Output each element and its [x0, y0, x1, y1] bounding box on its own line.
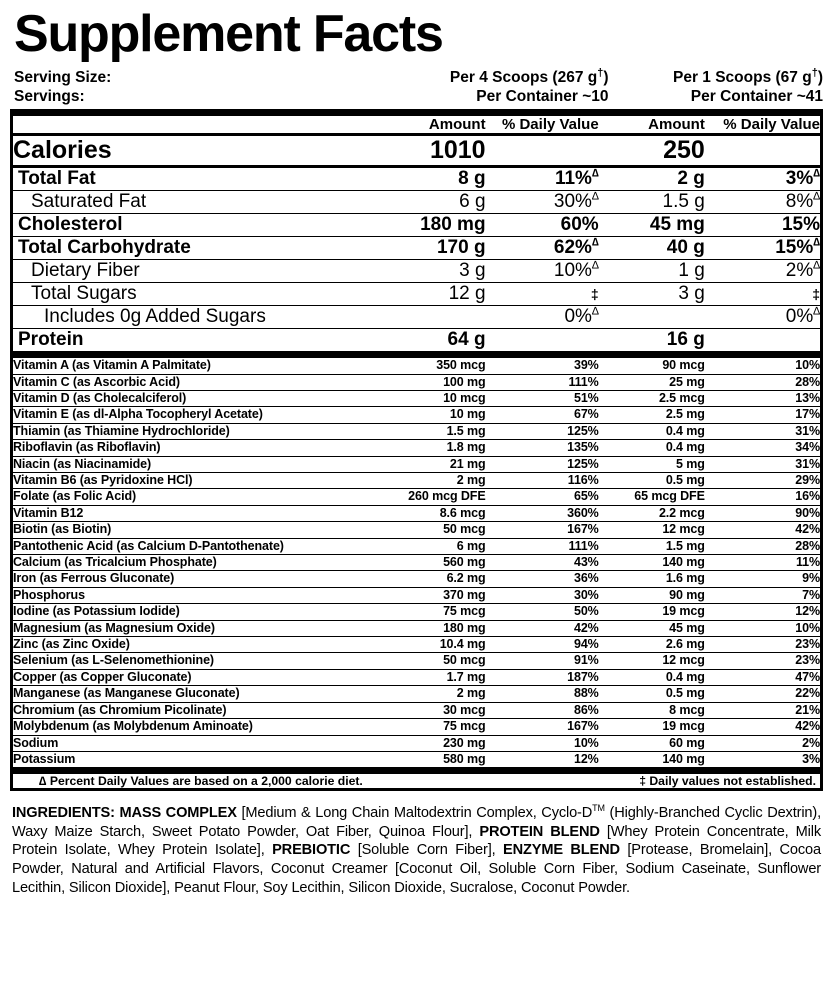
- table-row: [13, 489, 820, 505]
- row-dv-col-b: 17%: [705, 407, 820, 423]
- row-label: Chromium (as Chromium Picolinate): [13, 702, 375, 718]
- row-amount-col-b: 0.5 mg: [599, 686, 705, 702]
- row-label: Vitamin D (as Cholecalciferol): [13, 390, 375, 406]
- row-amount-col-a: 6 g: [375, 191, 485, 214]
- row-amount-col-b: [599, 306, 705, 329]
- table-row: [13, 620, 820, 636]
- row-dv-col-a: 0%∆: [486, 306, 599, 329]
- row-dv-col-a: 88%: [486, 686, 599, 702]
- header-dv-col-a: % Daily Value: [501, 116, 599, 134]
- facts-table: [13, 116, 820, 788]
- row-dv-col-b: 0%∆: [705, 306, 820, 329]
- serving-size-label: Serving Size:: [14, 69, 112, 87]
- row-amount-col-a: 350 mcg: [375, 355, 485, 374]
- row-amount-col-b: 45 mg: [599, 214, 705, 237]
- row-amount-col-a: 8 g: [375, 167, 485, 191]
- row-dv-col-a: 43%: [486, 555, 599, 571]
- row-amount-col-b: 2 g: [599, 167, 705, 191]
- table-row: [13, 719, 820, 735]
- row-amount-col-b: 12 mcg: [599, 653, 705, 669]
- row-amount-col-b: 12 mcg: [599, 522, 705, 538]
- row-dv-col-a: 30%∆: [486, 191, 599, 214]
- row-dv-col-b: 23%: [705, 637, 820, 653]
- row-amount-col-b: 1.5 mg: [599, 538, 705, 554]
- ingredients-segment: TM: [592, 803, 605, 814]
- row-amount-col-a: 75 mcg: [375, 604, 485, 620]
- table-row: [13, 260, 820, 283]
- row-amount-col-b: 3 g: [599, 283, 705, 306]
- row-amount-col-b: 40 g: [599, 237, 705, 260]
- row-dv-col-b: [705, 135, 820, 167]
- table-row: [13, 214, 820, 237]
- row-dv-col-a: 67%: [486, 407, 599, 423]
- servings-label: Servings:: [14, 88, 85, 106]
- row-label: Sodium: [13, 735, 375, 751]
- row-amount-col-a: 10 mcg: [375, 390, 485, 406]
- paren: ): [603, 69, 609, 87]
- row-dv-col-b: [705, 329, 820, 355]
- row-label: Phosphorus: [13, 587, 375, 603]
- table-row: [13, 735, 820, 751]
- row-label: Cholesterol: [13, 214, 375, 237]
- row-label: Copper (as Copper Gluconate): [13, 669, 375, 685]
- row-amount-col-b: 2.6 mg: [599, 637, 705, 653]
- row-dv-col-a: 360%: [486, 505, 599, 521]
- table-row: [13, 374, 820, 390]
- row-label: Pantothenic Acid (as Calcium D-Pantothenate): [13, 538, 375, 554]
- table-row: [13, 329, 820, 355]
- row-label: Iodine (as Potassium Iodide): [13, 604, 375, 620]
- row-dv-col-a: 50%: [486, 604, 599, 620]
- row-label: Biotin (as Biotin): [13, 522, 375, 538]
- header-amount-col-a: Amount: [428, 116, 486, 134]
- row-dv-col-b: 42%: [705, 719, 820, 735]
- row-dv-col-b: 7%: [705, 587, 820, 603]
- ingredients-segment: [Soluble Corn Fiber],: [357, 842, 504, 859]
- row-amount-col-a: 580 mg: [375, 751, 485, 770]
- table-row: [13, 587, 820, 603]
- serving-size-col-a: [379, 64, 608, 87]
- row-dv-col-a: 10%∆: [486, 260, 599, 283]
- row-dv-col-b: 9%: [705, 571, 820, 587]
- row-dv-col-b: 2%: [705, 735, 820, 751]
- row-amount-col-b: 1 g: [599, 260, 705, 283]
- row-dv-col-b: 13%: [705, 390, 820, 406]
- ingredients-segment: PROTEIN BLEND: [479, 823, 607, 840]
- row-amount-col-b: 0.4 mg: [599, 669, 705, 685]
- row-dv-col-a: 167%: [486, 522, 599, 538]
- paren: ): [817, 69, 823, 87]
- row-dv-col-b: 3%: [705, 751, 820, 770]
- row-dv-col-b: 29%: [705, 473, 820, 489]
- row-amount-col-a: 21 mg: [375, 456, 485, 472]
- table-row: [13, 423, 820, 439]
- dagger-icon: †: [811, 67, 818, 79]
- row-dv-col-b: 15%: [705, 214, 820, 237]
- row-amount-col-a: 170 g: [375, 237, 485, 260]
- row-amount-col-b: 1.6 mg: [599, 571, 705, 587]
- header-spacer: [13, 116, 375, 135]
- ingredients-body: [12, 805, 821, 895]
- footnote-cell: [13, 771, 820, 789]
- row-dv-col-a: 116%: [486, 473, 599, 489]
- row-amount-col-a: 6 mg: [375, 538, 485, 554]
- row-amount-col-a: 10.4 mg: [375, 637, 485, 653]
- row-amount-col-b: 140 mg: [599, 751, 705, 770]
- ingredients-segment: ENZYME BLEND: [503, 842, 628, 859]
- row-label: Vitamin B6 (as Pyridoxine HCl): [13, 473, 375, 489]
- header-dv-col-b: % Daily Value: [723, 116, 820, 134]
- row-label: Selenium (as L-Selenomethionine): [13, 653, 375, 669]
- row-dv-col-a: [486, 329, 599, 355]
- row-dv-col-b: 15%∆: [705, 237, 820, 260]
- table-row: [13, 637, 820, 653]
- row-label: Dietary Fiber: [13, 260, 375, 283]
- ingredients-segment: (Highly-Branched Cyclic Dextrin), Waxy Maize Starch, Sweet Potato Powder, Oat Fiber, Quinoa Flour],: [12, 805, 821, 840]
- row-label: Thiamin (as Thiamine Hydrochloride): [13, 423, 375, 439]
- serving-size-row: [14, 64, 823, 87]
- row-amount-col-a: 1.8 mg: [375, 440, 485, 456]
- table-row: [13, 702, 820, 718]
- row-dv-col-a: 111%: [486, 374, 599, 390]
- footnote-left: ∆ Percent Daily Values are based on a 2,000 calorie diet.: [39, 774, 363, 789]
- row-label: Vitamin A (as Vitamin A Palmitate): [13, 355, 375, 374]
- row-dv-col-a: 11%∆: [486, 167, 599, 191]
- row-dv-col-a: 12%: [486, 751, 599, 770]
- row-amount-col-b: 1.5 g: [599, 191, 705, 214]
- row-amount-col-a: 8.6 mcg: [375, 505, 485, 521]
- row-amount-col-b: 90 mcg: [599, 355, 705, 374]
- row-dv-col-b: 28%: [705, 374, 820, 390]
- table-row: [13, 571, 820, 587]
- ingredients-segment: MASS COMPLEX: [114, 805, 242, 822]
- row-dv-col-a: 187%: [486, 669, 599, 685]
- row-label: Riboflavin (as Riboflavin): [13, 440, 375, 456]
- table-row: [13, 604, 820, 620]
- row-amount-col-a: 75 mcg: [375, 719, 485, 735]
- footnote-right: ‡ Daily values not established.: [639, 774, 816, 789]
- row-dv-col-a: 135%: [486, 440, 599, 456]
- table-row: [13, 653, 820, 669]
- row-dv-col-a: 167%: [486, 719, 599, 735]
- row-dv-col-a: 65%: [486, 489, 599, 505]
- row-dv-col-b: 28%: [705, 538, 820, 554]
- row-amount-col-b: 2.5 mcg: [599, 390, 705, 406]
- row-label: Magnesium (as Magnesium Oxide): [13, 620, 375, 636]
- row-amount-col-a: 560 mg: [375, 555, 485, 571]
- row-dv-col-b: 22%: [705, 686, 820, 702]
- table-row: [13, 440, 820, 456]
- row-dv-col-a: 51%: [486, 390, 599, 406]
- row-label: Calcium (as Tricalcium Phosphate): [13, 555, 375, 571]
- ingredients-segment: [Protease, Bromelain], Cocoa Powder, Natural and Artificial Flavors, Coconut Creamer [Coconut Oil, Soluble Corn Fiber, Sodium Caseinate, Sunflower Lecithin, Silicon Dioxide], Peanut Flour, Soy Lecithin, Silicon Dioxide, Sucralose, Coconut Powder.: [12, 842, 821, 896]
- table-row: [13, 283, 820, 306]
- dagger-icon: †: [597, 67, 604, 79]
- footnote-row: [13, 771, 820, 789]
- serving-info: [14, 64, 823, 106]
- table-row: [13, 390, 820, 406]
- row-dv-col-a: 91%: [486, 653, 599, 669]
- row-dv-col-a: 94%: [486, 637, 599, 653]
- table-row: [13, 669, 820, 685]
- row-amount-col-a: 30 mcg: [375, 702, 485, 718]
- row-dv-col-a: [486, 135, 599, 167]
- row-amount-col-b: 0.4 mg: [599, 440, 705, 456]
- row-dv-col-b: 10%: [705, 355, 820, 374]
- table-row: [13, 505, 820, 521]
- row-amount-col-a: 3 g: [375, 260, 485, 283]
- row-dv-col-b: 8%∆: [705, 191, 820, 214]
- row-dv-col-b: 47%: [705, 669, 820, 685]
- table-row: [13, 555, 820, 571]
- row-amount-col-b: 8 mcg: [599, 702, 705, 718]
- row-dv-col-a: 62%∆: [486, 237, 599, 260]
- row-amount-col-a: 50 mcg: [375, 653, 485, 669]
- row-amount-col-a: 230 mg: [375, 735, 485, 751]
- row-amount-col-b: 2.5 mg: [599, 407, 705, 423]
- row-dv-col-b: 21%: [705, 702, 820, 718]
- row-amount-col-a: 260 mcg DFE: [375, 489, 485, 505]
- row-dv-col-b: 34%: [705, 440, 820, 456]
- table-row: [13, 355, 820, 374]
- row-dv-col-b: 31%: [705, 456, 820, 472]
- row-amount-col-a: 180 mg: [375, 620, 485, 636]
- row-dv-col-b: 10%: [705, 620, 820, 636]
- row-label: Includes 0g Added Sugars: [13, 306, 375, 329]
- row-dv-col-a: 125%: [486, 456, 599, 472]
- row-dv-col-a: 36%: [486, 571, 599, 587]
- row-amount-col-b: 45 mg: [599, 620, 705, 636]
- table-row: [13, 237, 820, 260]
- serving-size-col-a-text: Per 4 Scoops (267 g: [449, 69, 598, 87]
- row-amount-col-a: 1010: [375, 135, 485, 167]
- row-label: Niacin (as Niacinamide): [13, 456, 375, 472]
- header-amount-col-b: Amount: [648, 116, 705, 134]
- row-label: Total Fat: [13, 167, 375, 191]
- row-amount-col-b: 140 mg: [599, 555, 705, 571]
- row-label: Total Sugars: [13, 283, 375, 306]
- row-label: Folate (as Folic Acid): [13, 489, 375, 505]
- serving-size-col-b: [609, 64, 823, 87]
- row-amount-col-b: 5 mg: [599, 456, 705, 472]
- row-dv-col-b: 11%: [705, 555, 820, 571]
- row-dv-col-a: 86%: [486, 702, 599, 718]
- row-dv-col-b: 42%: [705, 522, 820, 538]
- ingredients-segment: [Medium & Long Chain Maltodextrin Complex, Cyclo-D: [241, 805, 593, 822]
- row-amount-col-a: 50 mcg: [375, 522, 485, 538]
- row-dv-col-b: ‡: [705, 283, 820, 306]
- facts-table-body: [13, 116, 820, 788]
- servings-col-a: Per Container ~10: [476, 88, 609, 106]
- row-amount-col-b: 16 g: [599, 329, 705, 355]
- row-dv-col-a: 39%: [486, 355, 599, 374]
- row-dv-col-b: 2%∆: [705, 260, 820, 283]
- row-amount-col-b: 60 mg: [599, 735, 705, 751]
- table-row: [13, 751, 820, 770]
- row-amount-col-b: 19 mcg: [599, 604, 705, 620]
- table-row: [13, 456, 820, 472]
- row-amount-col-a: 64 g: [375, 329, 485, 355]
- row-label: Vitamin B12: [13, 505, 375, 521]
- row-dv-col-b: 12%: [705, 604, 820, 620]
- row-dv-col-a: 30%: [486, 587, 599, 603]
- row-amount-col-a: 1.5 mg: [375, 423, 485, 439]
- table-row: [13, 473, 820, 489]
- table-row: [13, 686, 820, 702]
- row-label: Vitamin C (as Ascorbic Acid): [13, 374, 375, 390]
- row-amount-col-a: 2 mg: [375, 686, 485, 702]
- table-row: [13, 135, 820, 167]
- servings-col-b: Per Container ~41: [690, 88, 823, 106]
- ingredients-paragraph: [12, 799, 821, 897]
- table-row: [13, 538, 820, 554]
- table-header-row: [13, 116, 820, 135]
- row-label: Vitamin E (as dl-Alpha Tocopheryl Acetate): [13, 407, 375, 423]
- row-label: Protein: [13, 329, 375, 355]
- ingredients-heading: INGREDIENTS:: [12, 805, 115, 822]
- row-label: Potassium: [13, 751, 375, 770]
- row-amount-col-b: 90 mg: [599, 587, 705, 603]
- row-amount-col-a: [375, 306, 485, 329]
- row-amount-col-a: 2 mg: [375, 473, 485, 489]
- servings-row: [14, 87, 823, 106]
- row-dv-col-a: ‡: [486, 283, 599, 306]
- row-amount-col-a: 12 g: [375, 283, 485, 306]
- row-label: Saturated Fat: [13, 191, 375, 214]
- row-amount-col-a: 6.2 mg: [375, 571, 485, 587]
- row-label: Total Carbohydrate: [13, 237, 375, 260]
- table-row: [13, 407, 820, 423]
- ingredients-segment: PREBIOTIC: [272, 842, 358, 859]
- serving-size-col-b-text: Per 1 Scoops (67 g: [673, 69, 812, 87]
- row-label: Manganese (as Manganese Gluconate): [13, 686, 375, 702]
- table-row: [13, 167, 820, 191]
- row-dv-col-a: 60%: [486, 214, 599, 237]
- row-amount-col-b: 0.5 mg: [599, 473, 705, 489]
- table-row: [13, 522, 820, 538]
- row-dv-col-b: 3%∆: [705, 167, 820, 191]
- row-dv-col-a: 42%: [486, 620, 599, 636]
- table-row: [13, 191, 820, 214]
- row-label: Iron (as Ferrous Gluconate): [13, 571, 375, 587]
- row-amount-col-a: 10 mg: [375, 407, 485, 423]
- row-dv-col-a: 125%: [486, 423, 599, 439]
- row-label: Molybdenum (as Molybdenum Aminoate): [13, 719, 375, 735]
- table-row: [13, 306, 820, 329]
- row-dv-col-b: 31%: [705, 423, 820, 439]
- row-amount-col-a: 180 mg: [375, 214, 485, 237]
- row-amount-col-a: 370 mg: [375, 587, 485, 603]
- facts-table-frame: [10, 109, 823, 791]
- row-dv-col-a: 111%: [486, 538, 599, 554]
- row-amount-col-a: 100 mg: [375, 374, 485, 390]
- ingredients-segment: [Whey Protein Concentrate, Milk Protein Isolate, Whey Protein Isolate],: [12, 823, 821, 859]
- row-dv-col-b: 23%: [705, 653, 820, 669]
- row-amount-col-b: 19 mcg: [599, 719, 705, 735]
- row-amount-col-a: 1.7 mg: [375, 669, 485, 685]
- row-amount-col-b: 25 mg: [599, 374, 705, 390]
- row-dv-col-b: 90%: [705, 505, 820, 521]
- row-dv-col-b: 16%: [705, 489, 820, 505]
- row-amount-col-b: 65 mcg DFE: [599, 489, 705, 505]
- row-label: Calories: [13, 135, 375, 167]
- page-title: Supplement Facts: [14, 5, 443, 63]
- row-dv-col-a: 10%: [486, 735, 599, 751]
- row-amount-col-b: 250: [599, 135, 705, 167]
- row-amount-col-b: 2.2 mcg: [599, 505, 705, 521]
- row-label: Zinc (as Zinc Oxide): [13, 637, 375, 653]
- row-amount-col-b: 0.4 mg: [599, 423, 705, 439]
